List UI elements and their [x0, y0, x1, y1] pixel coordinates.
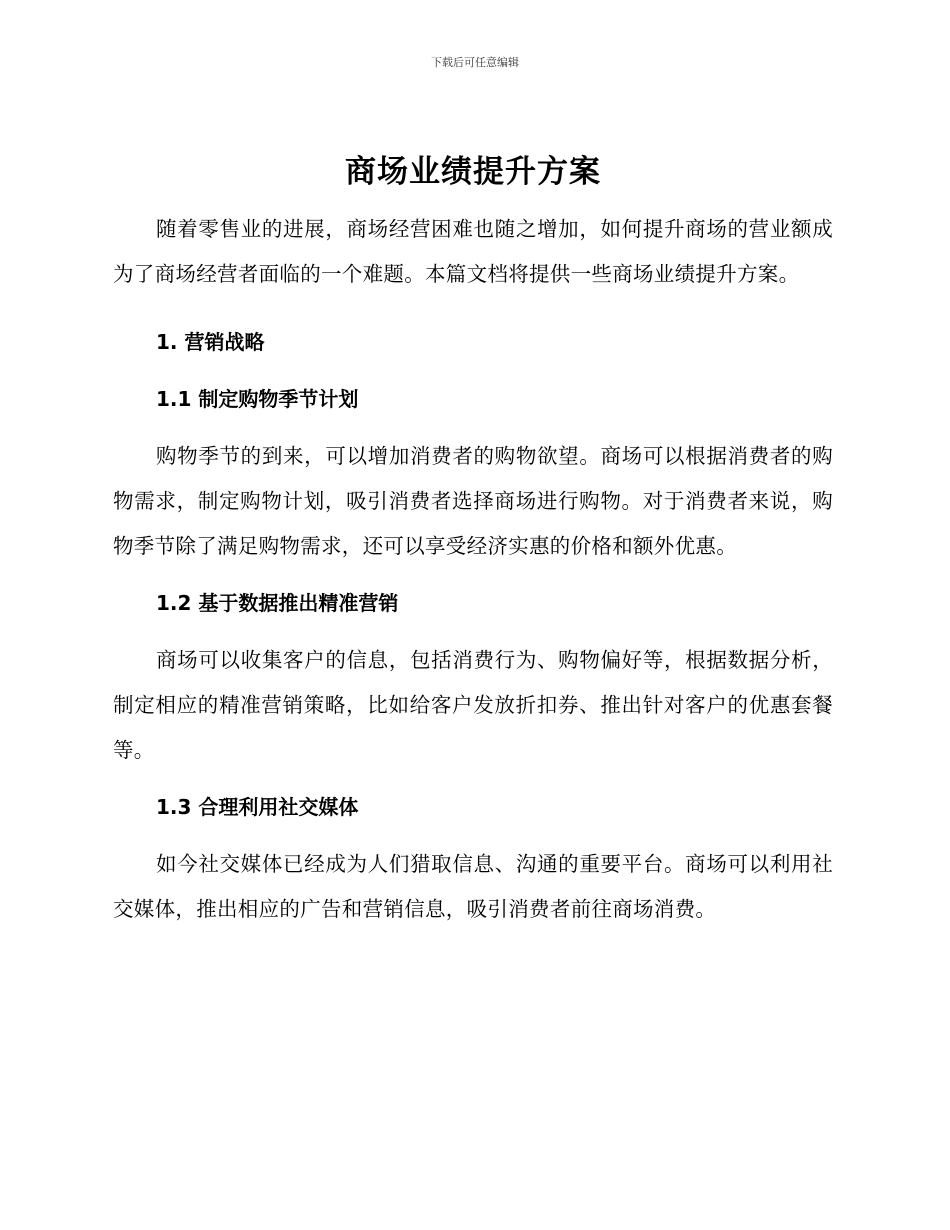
paragraph-precision-marketing: 商场可以收集客户的信息，包括消费行为、购物偏好等，根据数据分析，制定相应的精准营销策略，比如给客户发放折扣券、推出针对客户的优惠套餐等。 [113, 648, 833, 762]
heading-marketing-strategy: 1. 营销战略 [156, 330, 265, 354]
document-title: 商场业绩提升方案 [345, 154, 601, 190]
paragraph-shopping-season: 购物季节的到来，可以增加消费者的购物欲望。商场可以根据消费者的购物需求，制定购物计划，吸引消费者选择商场进行购物。对于消费者来说，购物季节除了满足购物需求，还可以享受经济实惠的价格和额外优惠。 [113, 444, 833, 558]
intro-paragraph: 随着零售业的进展，商场经营困难也随之增加，如何提升商场的营业额成为了商场经营者面临的一个难题。本篇文档将提供一些商场业绩提升方案。 [113, 217, 833, 286]
heading-shopping-season: 1.1 制定购物季节计划 [156, 387, 359, 411]
document-content [113, 150, 833, 932]
heading-social-media: 1.3 合理利用社交媒体 [156, 795, 359, 819]
header-note: 下载后可任意编辑 [431, 56, 519, 69]
heading-precision-marketing: 1.2 基于数据推出精准营销 [156, 591, 399, 615]
paragraph-social-media: 如今社交媒体已经成为人们猎取信息、沟通的重要平台。商场可以利用社交媒体，推出相应的广告和营销信息，吸引消费者前往商场消费。 [113, 852, 833, 921]
